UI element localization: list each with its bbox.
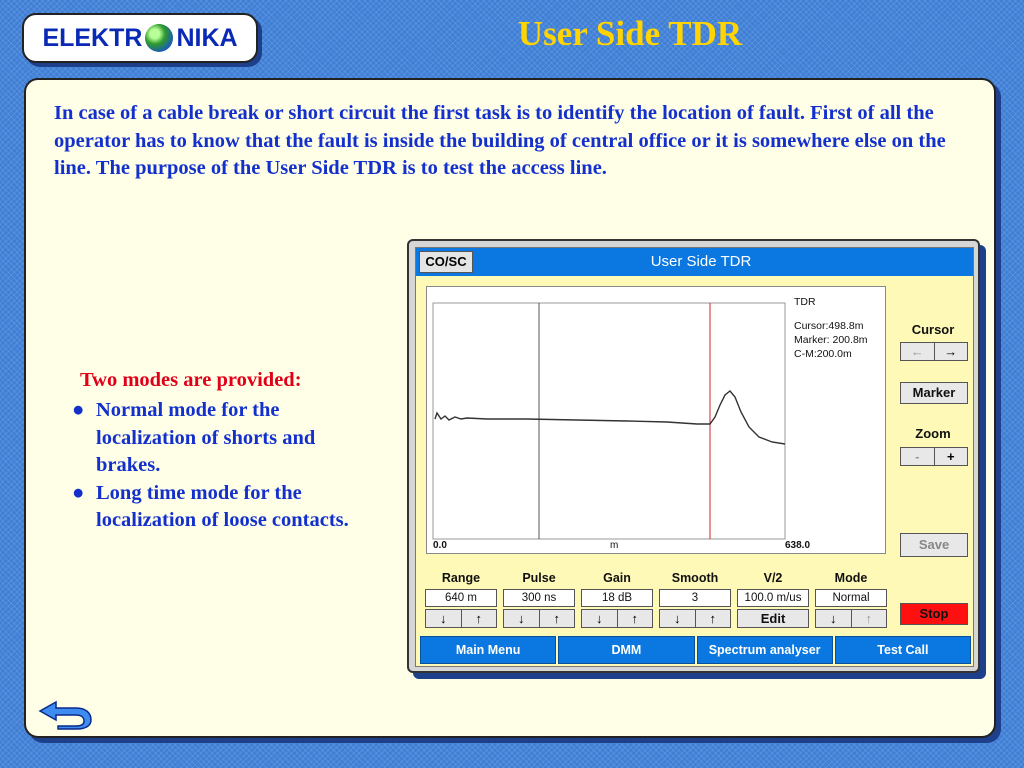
- range-label: Range: [441, 571, 481, 585]
- pulse-value[interactable]: 300 ns: [503, 589, 575, 607]
- cursor-stepper: [900, 342, 968, 361]
- x-axis-unit: m: [610, 540, 619, 551]
- gain-stepper: [581, 609, 653, 628]
- cosc-button[interactable]: CO/SC: [419, 251, 473, 273]
- mode-item-normal: [72, 397, 372, 480]
- intro-text: In case of a cable break or short circuit the first task is to identify the location of fault. First of all the operator has to know that the fault is inside the building of central office or it is somewhere else on the line. The purpose of the User Side TDR is to test the access line.: [54, 102, 946, 179]
- mode-control: [815, 570, 887, 628]
- range-stepper: [425, 609, 497, 628]
- gain-control: [581, 570, 653, 628]
- tdr-scope: [426, 286, 886, 554]
- x-axis-max: 638.0: [785, 540, 811, 551]
- range-down-button[interactable]: ↓: [440, 611, 447, 626]
- zoom-in-button[interactable]: +: [934, 448, 968, 465]
- range-value[interactable]: 640 m: [425, 589, 497, 607]
- range-up-button[interactable]: ↑: [461, 610, 497, 627]
- mode-text-long-time: Long time mode for the localization of loose contacts.: [96, 481, 349, 531]
- marker-button[interactable]: Marker: [900, 382, 968, 404]
- gain-down-button[interactable]: ↓: [596, 611, 603, 626]
- pulse-down-button[interactable]: ↓: [518, 611, 525, 626]
- logo: [22, 13, 258, 63]
- dmm-button[interactable]: DMM: [558, 636, 694, 664]
- v2-control: [737, 570, 809, 628]
- cursor-label: Cursor: [911, 322, 955, 337]
- range-control: [425, 570, 497, 628]
- zoom-label: Zoom: [915, 426, 951, 441]
- smooth-label: Smooth: [671, 571, 719, 585]
- gain-label: Gain: [603, 571, 631, 585]
- smooth-stepper: [659, 609, 731, 628]
- bullet-icon: ●: [72, 399, 85, 421]
- save-button[interactable]: Save: [900, 533, 968, 557]
- slide-title: User Side TDR: [517, 14, 743, 53]
- logo-text-right: NIKA: [176, 23, 238, 52]
- modes-list: [72, 397, 372, 535]
- smooth-down-button[interactable]: ↓: [674, 611, 681, 626]
- test-call-button[interactable]: Test Call: [835, 636, 971, 664]
- v2-value[interactable]: 100.0 m/us: [737, 589, 809, 607]
- gain-up-button[interactable]: ↑: [617, 610, 653, 627]
- mode-stepper: [815, 609, 887, 628]
- readout-title: TDR: [794, 296, 816, 308]
- readout-marker: Marker: 200.8m: [794, 334, 868, 346]
- tdr-readout: [794, 295, 868, 361]
- mode-value[interactable]: Normal: [815, 589, 887, 607]
- gain-value[interactable]: 18 dB: [581, 589, 653, 607]
- zoom-stepper: [900, 447, 968, 466]
- globe-icon: [145, 24, 173, 52]
- pulse-stepper: [503, 609, 575, 628]
- device-bottom-nav: [420, 636, 971, 664]
- mode-up-button[interactable]: ↑: [851, 610, 887, 627]
- smooth-value[interactable]: 3: [659, 589, 731, 607]
- main-menu-button[interactable]: Main Menu: [420, 636, 556, 664]
- cursor-right-button[interactable]: →: [934, 343, 968, 360]
- stop-button[interactable]: Stop: [900, 603, 968, 625]
- readout-cm: C-M:200.0m: [794, 348, 852, 360]
- v2-label: V/2: [763, 571, 783, 585]
- smooth-up-button[interactable]: ↑: [695, 610, 731, 627]
- readout-cursor: Cursor:498.8m: [794, 320, 864, 332]
- device-titlebar: [416, 248, 973, 276]
- tdr-device-window: [407, 239, 980, 673]
- mode-item-long-time: [72, 480, 372, 535]
- pulse-control: [503, 570, 575, 628]
- modes-title: Two modes are provided:: [80, 369, 302, 391]
- device-screen: [415, 247, 974, 667]
- device-title: User Side TDR: [650, 253, 752, 270]
- zoom-out-button[interactable]: -: [915, 449, 920, 464]
- back-arrow-icon[interactable]: [36, 698, 94, 730]
- mode-down-button[interactable]: ↓: [830, 611, 837, 626]
- mode-text-normal: Normal mode for the localization of shorts and brakes.: [96, 399, 316, 476]
- cursor-left-button[interactable]: ←: [910, 344, 924, 359]
- spectrum-analyser-button[interactable]: Spectrum analyser: [697, 636, 833, 664]
- smooth-control: [659, 570, 731, 628]
- mode-label: Mode: [834, 571, 868, 585]
- logo-text-left: ELEKTR: [42, 23, 143, 52]
- bullet-icon: ●: [72, 481, 85, 504]
- v2-edit-button[interactable]: Edit: [737, 609, 809, 628]
- pulse-label: Pulse: [522, 571, 556, 585]
- pulse-up-button[interactable]: ↑: [539, 610, 575, 627]
- x-axis-min: 0.0: [433, 540, 447, 551]
